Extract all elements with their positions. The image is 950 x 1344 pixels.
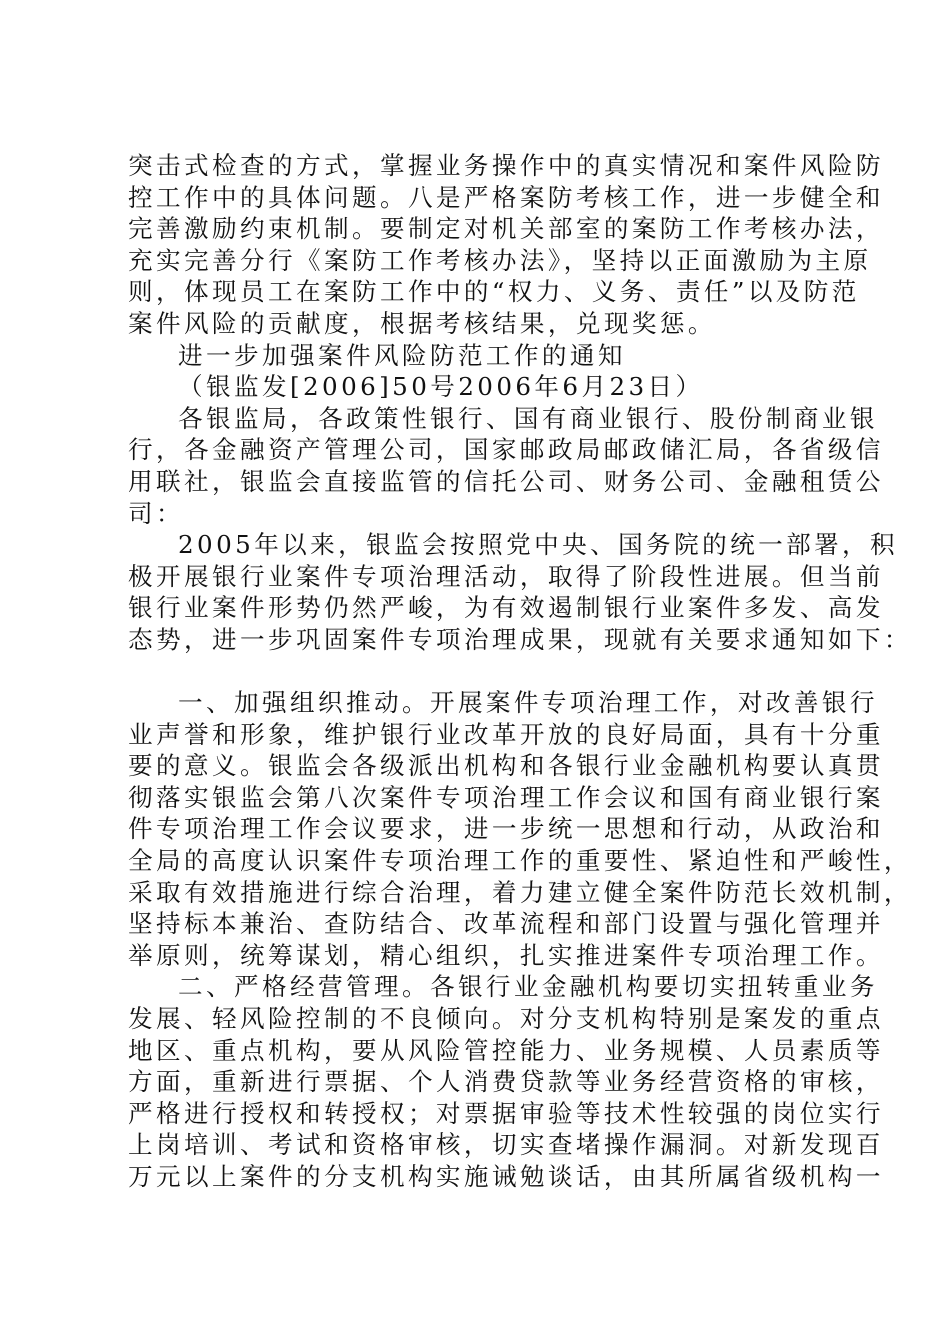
- text-line: 充实完善分行《案防工作考核办法》，坚持以正面激励为主原: [128, 245, 872, 275]
- text-line: 二、严格经营管理。各银行业金融机构要切实扭转重业务: [178, 972, 878, 1002]
- section-2-paragraph: [128, 971, 884, 1192]
- text-line: 司：: [128, 498, 184, 528]
- text-line: 控工作中的具体问题。八是严格案防考核工作，进一步健全和: [128, 182, 884, 212]
- text-line: 全局的高度认识案件专项治理工作的重要性、紧迫性和严峻性，: [128, 846, 912, 876]
- addressees-paragraph: [128, 403, 884, 529]
- text-line: 举原则，统筹谋划，精心组织，扎实推进案件专项治理工作。: [128, 940, 884, 970]
- text-line: 行，各金融资产管理公司，国家邮政局邮政储汇局，各省级信: [128, 435, 884, 465]
- paragraph-continued: [128, 150, 884, 340]
- document-number: （银监发[2006]50号2006年6月23日）: [178, 372, 704, 402]
- text-line: 用联社，银监会直接监管的信托公司、财务公司、金融租赁公: [128, 466, 884, 496]
- text-line: 上岗培训、考试和资格审核，切实查堵操作漏洞。对新发现百: [128, 1130, 884, 1160]
- text-line: 地区、重点机构，要从风险管控能力、业务规模、人员素质等: [128, 1035, 884, 1065]
- text-line: 态势，进一步巩固案件专项治理成果，现就有关要求通知如下：: [128, 624, 912, 654]
- text-line: 一、加强组织推动。开展案件专项治理工作，对改善银行: [178, 688, 878, 718]
- text-line: 完善激励约束机制。要制定对机关部室的案防工作考核办法，: [128, 214, 884, 244]
- blank-line: [128, 656, 842, 688]
- text-line: 采取有效措施进行综合治理，着力建立健全案件防范长效机制，: [128, 877, 912, 907]
- intro-paragraph: [128, 529, 912, 655]
- text-line: 要的意义。银监会各级派出机构和各银行业金融机构要认真贯: [128, 751, 884, 781]
- section-1-paragraph: [128, 687, 912, 971]
- text-line: 严格进行授权和转授权；对票据审验等技术性较强的岗位实行: [128, 1098, 884, 1128]
- text-line: 件专项治理工作会议要求，进一步统一思想和行动，从政治和: [128, 814, 884, 844]
- text-line: 2005年以来，银监会按照党中央、国务院的统一部署，积: [178, 530, 899, 560]
- text-line: 则，体现员工在案防工作中的“权力、义务、责任”以及防范: [128, 277, 860, 307]
- text-line: 银行业案件形势仍然严峻，为有效遏制银行业案件多发、高发: [128, 593, 884, 623]
- text-line: 坚持标本兼治、查防结合、改革流程和部门设置与强化管理并: [128, 909, 884, 939]
- text-line: 极开展银行业案件专项治理活动，取得了阶段性进展。但当前: [128, 561, 884, 591]
- text-line: 各银监局，各政策性银行、国有商业银行、股份制商业银: [178, 403, 878, 433]
- text-line: 发展、轻风险控制的不良倾向。对分支机构特别是案发的重点: [128, 1004, 884, 1034]
- text-line: 业声誉和形象，维护银行业改革开放的良好局面，具有十分重: [128, 719, 884, 749]
- notice-title: 进一步加强案件风险防范工作的通知: [178, 340, 626, 370]
- document-page: [128, 150, 912, 1193]
- text-line: 突击式检查的方式，掌握业务操作中的真实情况和案件风险防: [128, 151, 884, 180]
- text-line: 万元以上案件的分支机构实施诫勉谈话，由其所属省级机构一: [128, 1162, 884, 1191]
- text-line: 案件风险的贡献度，根据考核结果，兑现奖惩。: [128, 308, 716, 338]
- text-line: 方面，重新进行票据、个人消费贷款等业务经营资格的审核，: [128, 1067, 884, 1097]
- text-line: 彻落实银监会第八次案件专项治理工作会议和国有商业银行案: [128, 782, 884, 812]
